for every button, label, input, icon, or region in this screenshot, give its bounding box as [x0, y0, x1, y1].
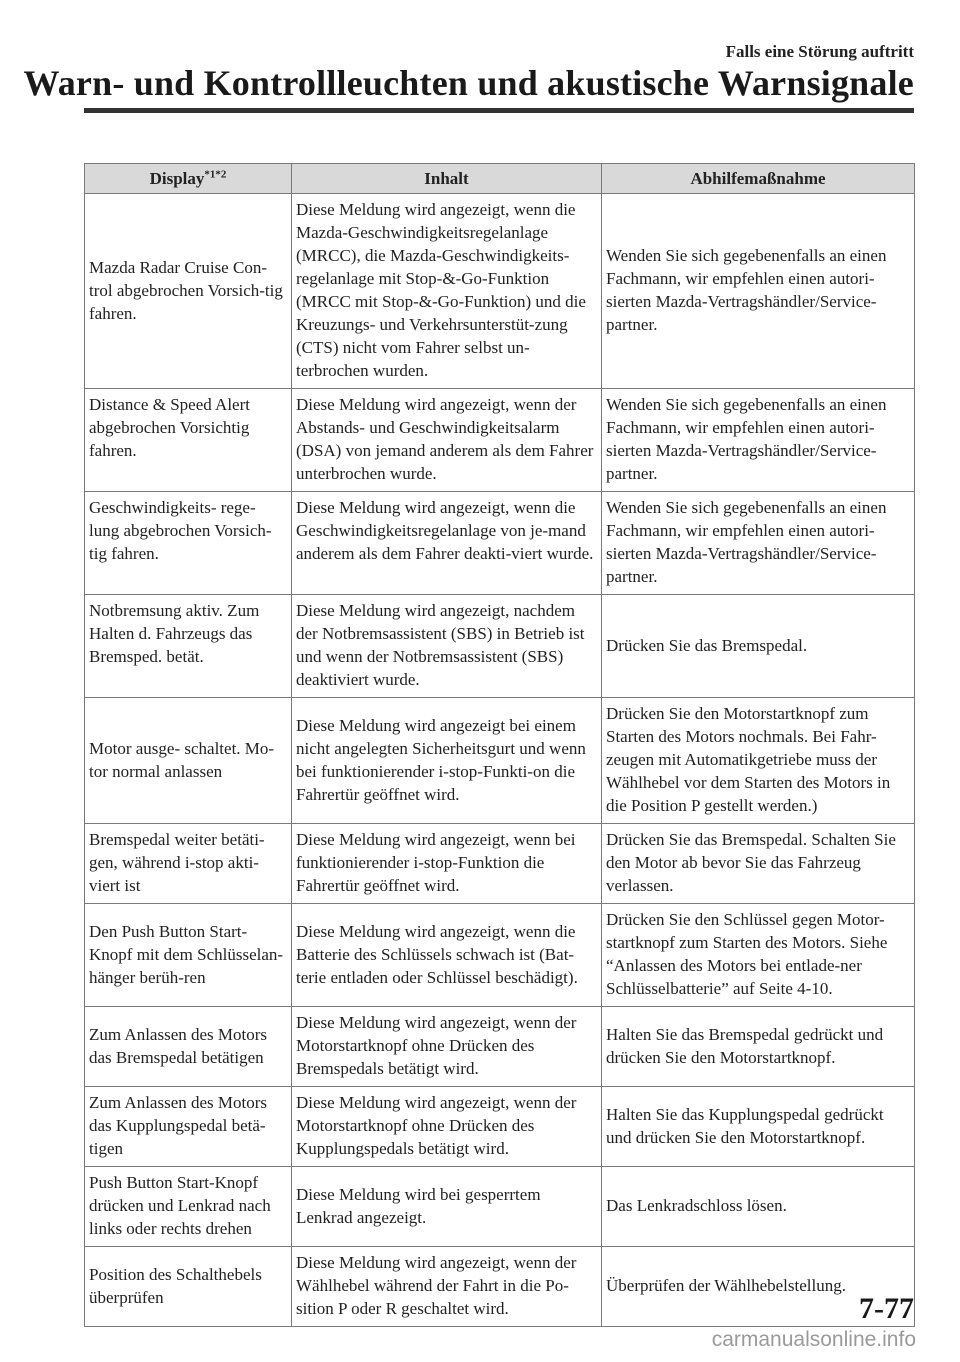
content-cell: Diese Meldung wird angezeigt, wenn der Motorstartknopf ohne Drücken des Kupplungspedals betätigt wird. [292, 1087, 602, 1167]
remedy-cell: Wenden Sie sich gegebenenfalls an einen Fachmann, wir empfehlen einen autori-sierten Mazda-Vertragshändler/Service-partner. [602, 194, 915, 389]
table-row [85, 1007, 915, 1087]
warning-messages-table [84, 163, 915, 1327]
remedy-cell: Drücken Sie den Motorstartknopf zum Starten des Motors nochmals. Bei Fahr-zeugen mit Automatikgetriebe muss der Wählhebel vor dem Starten des Motors in die Position P gestellt werden.) [602, 698, 915, 824]
table-row [85, 1247, 915, 1327]
watermark: carmanualsonline.info [711, 1328, 916, 1351]
content-cell: Diese Meldung wird angezeigt, wenn der Wählhebel während der Fahrt in die Po-sition P oder R geschaltet wird. [292, 1247, 602, 1327]
display-footnote-marker: *1*2 [204, 168, 227, 181]
table-row [85, 1087, 915, 1167]
table-row [85, 698, 915, 824]
page-number: 7-77 [859, 1292, 914, 1325]
header-rule [84, 108, 914, 113]
content-cell: Diese Meldung wird angezeigt, wenn der Abstands- und Geschwindigkeitsalarm (DSA) von jemand anderem als dem Fahrer unterbrochen wurde. [292, 389, 602, 492]
display-cell: Position des Schalthebels überprüfen [85, 1247, 292, 1327]
display-cell: Mazda Radar Cruise Con-trol abgebrochen Vorsich-tig fahren. [85, 194, 292, 389]
display-cell: Distance & Speed Alert abgebrochen Vorsichtig fahren. [85, 389, 292, 492]
content-cell: Diese Meldung wird angezeigt, wenn die Mazda-Geschwindigkeitsregelanlage (MRCC), die Mazda-Geschwindigkeits-regelanlage mit Stop-&-Go-Funktion (MRCC mit Stop-&-Go-Funktion) und die Kreuzungs- und Verkehrsunterstüt-zung (CTS) nicht vom Fahrer selbst un-terbrochen wurden. [292, 194, 602, 389]
column-header-display: Display$^{*1*2}$ [85, 164, 292, 194]
remedy-cell: Drücken Sie den Schlüssel gegen Motor-startknopf zum Starten des Motors. Siehe “Anlassen des Motors bei entlade-ner Schlüsselbatterie” auf Seite 4-10. [602, 904, 915, 1007]
content-cell: Diese Meldung wird angezeigt bei einem nicht angelegten Sicherheitsgurt und wenn bei funktionierender i-stop-Funkti-on die Fahrertür geöffnet wird. [292, 698, 602, 824]
display-cell: Motor ausge- schaltet. Mo-tor normal anlassen [85, 698, 292, 824]
table-row [85, 194, 915, 389]
display-cell: Notbremsung aktiv. Zum Halten d. Fahrzeugs das Bremsped. betät. [85, 595, 292, 698]
content-cell: Diese Meldung wird angezeigt, wenn der Motorstartknopf ohne Drücken des Bremspedals betätigt wird. [292, 1007, 602, 1087]
content-cell: Diese Meldung wird angezeigt, nachdem der Notbremsassistent (SBS) in Betrieb ist und wenn der Notbremsassistent (SBS) deaktiviert wurde. [292, 595, 602, 698]
content-cell: Diese Meldung wird bei gesperrtem Lenkrad angezeigt. [292, 1167, 602, 1247]
remedy-cell: Wenden Sie sich gegebenenfalls an einen Fachmann, wir empfehlen einen autori-sierten Mazda-Vertragshändler/Service-partner. [602, 492, 915, 595]
content-cell: Diese Meldung wird angezeigt, wenn bei funktionierender i-stop-Funktion die Fahrertür geöffnet wird. [292, 824, 602, 904]
page-title: Warn- und Kontrollleuchten und akustische Warnsignale [23, 63, 914, 103]
table-row [85, 595, 915, 698]
display-cell: Geschwindigkeits- rege-lung abgebrochen Vorsich-tig fahren. [85, 492, 292, 595]
remedy-cell: Das Lenkradschloss lösen. [602, 1167, 915, 1247]
remedy-cell: Überprüfen der Wählhebelstellung. [602, 1247, 915, 1327]
display-cell: Zum Anlassen des Motors das Kupplungspedal betä-tigen [85, 1087, 292, 1167]
section-label: Falls eine Störung auftritt [725, 42, 914, 61]
table-row [85, 492, 915, 595]
remedy-cell: Wenden Sie sich gegebenenfalls an einen Fachmann, wir empfehlen einen autori-sierten Mazda-Vertragshändler/Service-partner. [602, 389, 915, 492]
table-row [85, 1167, 915, 1247]
column-header-remedy: Abhilfemaßnahme [602, 164, 915, 194]
table-row [85, 904, 915, 1007]
display-cell: Push Button Start-Knopf drücken und Lenkrad nach links oder rechts drehen [85, 1167, 292, 1247]
remedy-cell: Halten Sie das Kupplungspedal gedrückt und drücken Sie den Motorstartknopf. [602, 1087, 915, 1167]
remedy-cell: Drücken Sie das Bremspedal. Schalten Sie den Motor ab bevor Sie das Fahrzeug verlassen. [602, 824, 915, 904]
column-header-content: Inhalt [292, 164, 602, 194]
table-row [85, 389, 915, 492]
content-cell: Diese Meldung wird angezeigt, wenn die Batterie des Schlüssels schwach ist (Bat-terie entladen oder Schlüssel beschädigt). [292, 904, 602, 1007]
display-cell: Zum Anlassen des Motors das Bremspedal betätigen [85, 1007, 292, 1087]
table-row [85, 824, 915, 904]
display-cell: Bremspedal weiter betäti-gen, während i-stop akti-viert ist [85, 824, 292, 904]
table-header-row [85, 164, 915, 194]
display-cell: Den Push Button Start-Knopf mit dem Schlüsselan- hänger berüh-ren [85, 904, 292, 1007]
remedy-cell: Halten Sie das Bremspedal gedrückt und drücken Sie den Motorstartknopf. [602, 1007, 915, 1087]
content-cell: Diese Meldung wird angezeigt, wenn die Geschwindigkeitsregelanlage von je-mand anderem als dem Fahrer deakti-viert wurde. [292, 492, 602, 595]
remedy-cell: Drücken Sie das Bremspedal. [602, 595, 915, 698]
